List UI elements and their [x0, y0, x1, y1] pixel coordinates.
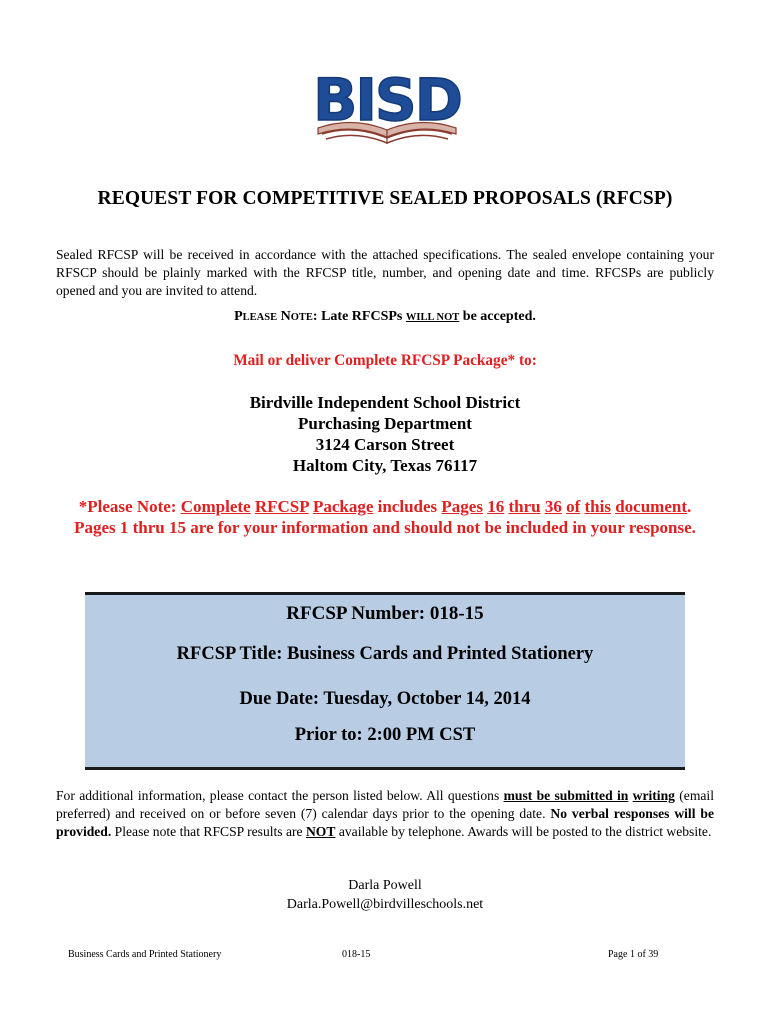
- footer-doc-title: Business Cards and Printed Stationery: [68, 949, 222, 960]
- due-date: Due Date: Tuesday, October 14, 2014: [239, 689, 531, 709]
- rfcsp-info-box: [85, 592, 685, 770]
- address-line-3: 3124 Carson Street: [315, 435, 455, 454]
- address-line-2: Purchasing Department: [298, 414, 472, 433]
- footer-page-number: Page 1 of 39: [608, 949, 659, 960]
- svg-text:BISD: BISD: [313, 70, 461, 134]
- intro-paragraph: Sealed RFCSP will be received in accordance with the attached specifications. The sealed envelope containing your RFSCP should be plainly marked with the RFCSP title, number, and opening date and time. RFCSPs are publicly opened and you are invited to attend.: [56, 247, 714, 298]
- contact-person: [0, 876, 770, 914]
- due-time: Prior to: 2:00 PM CST: [294, 725, 476, 745]
- rfcsp-title: RFCSP Title: Business Cards and Printed Stationery: [176, 644, 594, 664]
- contact-email[interactable]: Darla.Powell@birdvilleschools.net: [286, 897, 484, 912]
- contact-instructions: For additional information, please contact the person listed below. All questions must be submitted in writing (email preferred) and received on or before seven (7) calendar days prior to the opening date. No verbal responses will be provided. Please note that RFCSP results are NOT available by telephone. Awards will be posted to the district website.: [56, 788, 714, 839]
- address-line-1: Birdville Independent School District: [249, 393, 521, 412]
- late-proposal-notice: PLEASE NOTE: Late RFCSPs WILL NOT be accepted.: [234, 309, 536, 324]
- delivery-address: [0, 392, 770, 476]
- bisd-logo: [298, 70, 476, 150]
- footer-doc-number: 018-15: [342, 949, 371, 960]
- address-line-4: Haltom City, Texas 76117: [292, 456, 478, 475]
- package-note: *Please Note: Complete RFCSP Package includes Pages 16 thru 36 of this document. Pages 1 thru 15 are for your information and should not be included in your response.: [74, 497, 696, 537]
- rfcsp-number: RFCSP Number: 018-15: [286, 603, 484, 624]
- page-title: REQUEST FOR COMPETITIVE SEALED PROPOSALS (RFCSP): [97, 188, 673, 209]
- contact-name: Darla Powell: [348, 878, 422, 893]
- mail-heading: Mail or deliver Complete RFCSP Package* to:: [233, 352, 537, 369]
